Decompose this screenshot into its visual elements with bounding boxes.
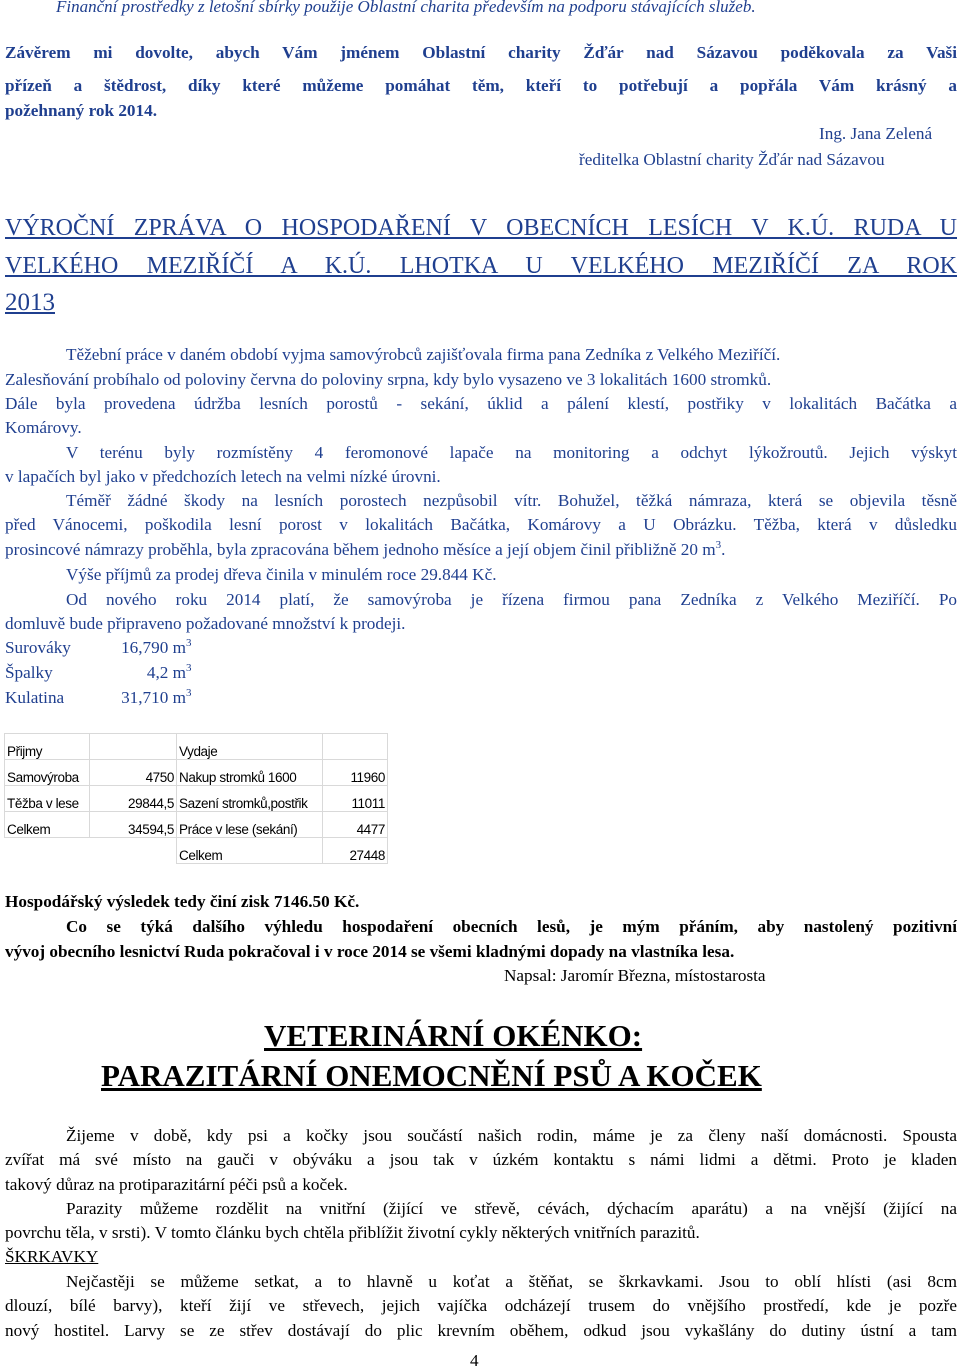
table-cell	[90, 838, 177, 864]
table-cell: Celkem	[177, 838, 323, 864]
table-cell	[90, 734, 177, 760]
volume-row: Kulatina 31,710 $m^3$	[5, 687, 192, 707]
intro-italic-line: Finanční prostředky z letošní sbírky použije Oblastní charita především na podporu stávajících služeb.	[56, 0, 756, 16]
report-title-line-3: 2013	[5, 289, 55, 316]
report-paragraph-5b: před Vánocemi, poškodila lesní porost v lokalitách Bačátka, Komárovy a U Obrázku. Těžba, která v důsledku	[5, 515, 957, 534]
table-cell	[5, 838, 90, 864]
thanks-line-2: přízeň a štědrost, díky které můžeme pomáhat těm, kteří to potřebují a popřála Vám krásný a	[5, 76, 957, 95]
report-title-line-1: VÝROČNÍ ZPRÁVA O HOSPODAŘENÍ V OBECNÍCH LESÍCH V K.Ú. RUDA U	[5, 215, 957, 241]
table-cell: 29844,5	[90, 786, 177, 812]
volume-row: Surováky 16,790 $m^3$	[5, 637, 192, 657]
table-header-income: Přijmy	[5, 734, 90, 760]
thanks-line-3: požehnaný rok 2014.	[5, 101, 158, 120]
report-paragraph-5c: prosincové námrazy proběhla, byla zpracována během jednoho měsíce a její objem činil přibližně 20 $m^3$.	[5, 539, 726, 559]
report-paragraph-3b: Komárovy.	[5, 418, 82, 437]
signature-name: Ing. Jana Zelená	[819, 124, 933, 143]
table-cell: Nakup stromků 1600	[177, 760, 323, 786]
report-paragraph-3a: Dále byla provedena údržba lesních porostů - sekání, úklid a pálení klestí, postřiky v lokalitách Bačátka a	[5, 394, 957, 413]
table-row	[5, 838, 388, 864]
report-paragraph-1: Těžební práce v daném období vyjma samovýrobců zajišťovala firma pana Zedníka z Velkého Meziříčí.	[66, 345, 781, 364]
signature-role: ředitelka Oblastní charity Žďár nad Sázavou	[579, 150, 885, 169]
table-cell: 4750	[90, 760, 177, 786]
volume-row: Špalky 4,2 $m^3$	[5, 662, 192, 682]
table-row	[5, 786, 388, 812]
vet-paragraph-1a: Žijeme v době, kdy psi a kočky jsou součástí našich rodin, máme je za členy naší domácnosti. Spousta	[66, 1126, 957, 1145]
table-cell: 11011	[323, 786, 388, 812]
table-row	[5, 812, 388, 838]
report-paragraph-4b: v lapačích byl jako v předchozích letech na velmi nízké úrovni.	[5, 467, 441, 486]
finance-table	[4, 733, 388, 864]
vet-title-2: PARAZITÁRNÍ ONEMOCNĚNÍ PSŮ A KOČEK	[101, 1058, 762, 1093]
vet-paragraph-3a: Nejčastěji se můžeme setkat, a to hlavně u koťat a štěňat, se škrkavkami. Jsou to oblí hlísti (asi 8cm	[66, 1272, 957, 1291]
vet-paragraph-3b: dlouzí, bílé barvy), kteří žijí ve střevech, jejich vajíčka odcházejí trusem do vnějšího prostředí, kde je pozře	[5, 1296, 957, 1315]
table-cell: Práce v lese (sekání)	[177, 812, 323, 838]
table-cell: Celkem	[5, 812, 90, 838]
vet-subheading: ŠKRKAVKY	[5, 1247, 99, 1266]
table-cell: Sazení stromků,postřik	[177, 786, 323, 812]
table-header-row	[5, 734, 388, 760]
table-row	[5, 760, 388, 786]
table-header-expense: Vydaje	[177, 734, 323, 760]
vet-paragraph-2b: povrchu těla, v srsti). V tomto článku bych chtěla přiblížit životní cykly některých vnitřních parazitů.	[5, 1223, 700, 1242]
table-cell: Těžba v lese	[5, 786, 90, 812]
thanks-line-1: Závěrem mi dovolte, abych Vám jménem Oblastní charity Žďár nad Sázavou poděkovala za Vaši	[5, 43, 957, 62]
report-paragraph-6: Výše příjmů za prodej dřeva činila v minulém roce 29.844 Kč.	[66, 565, 497, 584]
report-paragraph-5a: Téměř žádné škody na lesních porostech nezpůsobil vítr. Bohužel, těžká námraza, která se objevila těsně	[66, 491, 957, 510]
report-title-line-2: VELKÉHO MEZIŘÍČÍ A K.Ú. LHOTKA U VELKÉHO MEZIŘÍČÍ ZA ROK	[5, 253, 957, 279]
table-cell	[323, 734, 388, 760]
report-result: Hospodářský výsledek tedy činí zisk 7146.50 Kč.	[5, 892, 360, 911]
report-outlook-2: vývoj obecního lesnictví Ruda pokračoval i v roce 2014 se všemi kladnými dopady na vlastníka lesa.	[5, 942, 735, 961]
table-cell: 4477	[323, 812, 388, 838]
vet-paragraph-2a: Parazity můžeme rozdělit na vnitřní (žijící ve střevě, cévách, dýchacím aparátu) a na vnější (žijící na	[66, 1199, 957, 1218]
report-paragraph-4a: V terénu byly rozmístěny 4 feromonové lapače na monitoring a odchyt lýkožroutů. Jejich výskyt	[66, 443, 957, 462]
table-cell: Samovýroba	[5, 760, 90, 786]
vet-paragraph-1b: zvířat má své místo na gauči v obýváku a jsou tak v úzkém kontaktu s námi lidmi a dětmi. Proto je kladen	[5, 1150, 957, 1169]
report-paragraph-2: Zalesňování probíhalo od poloviny června do poloviny srpna, kdy bylo vysazeno ve 3 lokalitách 1600 stromků.	[5, 370, 772, 389]
report-outlook-1: Co se týká dalšího výhledu hospodaření obecních lesů, je mým přáním, aby nastolený pozitivní	[66, 917, 957, 936]
vet-paragraph-3c: nový hostitel. Larvy se ze střev dostávají do plic krevním oběhem, odkud jsou vykašlány do dutiny ústní a tam	[5, 1321, 957, 1340]
vet-title-1: VETERINÁRNÍ OKÉNKO:	[264, 1018, 643, 1053]
report-paragraph-7a: Od nového roku 2014 platí, že samovýroba je řízena firmou pana Zedníka z Velkého Meziříčí. Po	[66, 590, 957, 609]
vet-paragraph-1c: takový důraz na protiparazitární péči psů a koček.	[5, 1175, 348, 1194]
table-cell: 27448	[323, 838, 388, 864]
page-number: 4	[470, 1351, 479, 1370]
table-cell: 34594,5	[90, 812, 177, 838]
report-author: Napsal: Jaromír Března, místostarosta	[504, 966, 766, 985]
table-cell: 11960	[323, 760, 388, 786]
report-paragraph-7b: domluvě bude připraveno požadované množství k prodeji.	[5, 614, 406, 633]
